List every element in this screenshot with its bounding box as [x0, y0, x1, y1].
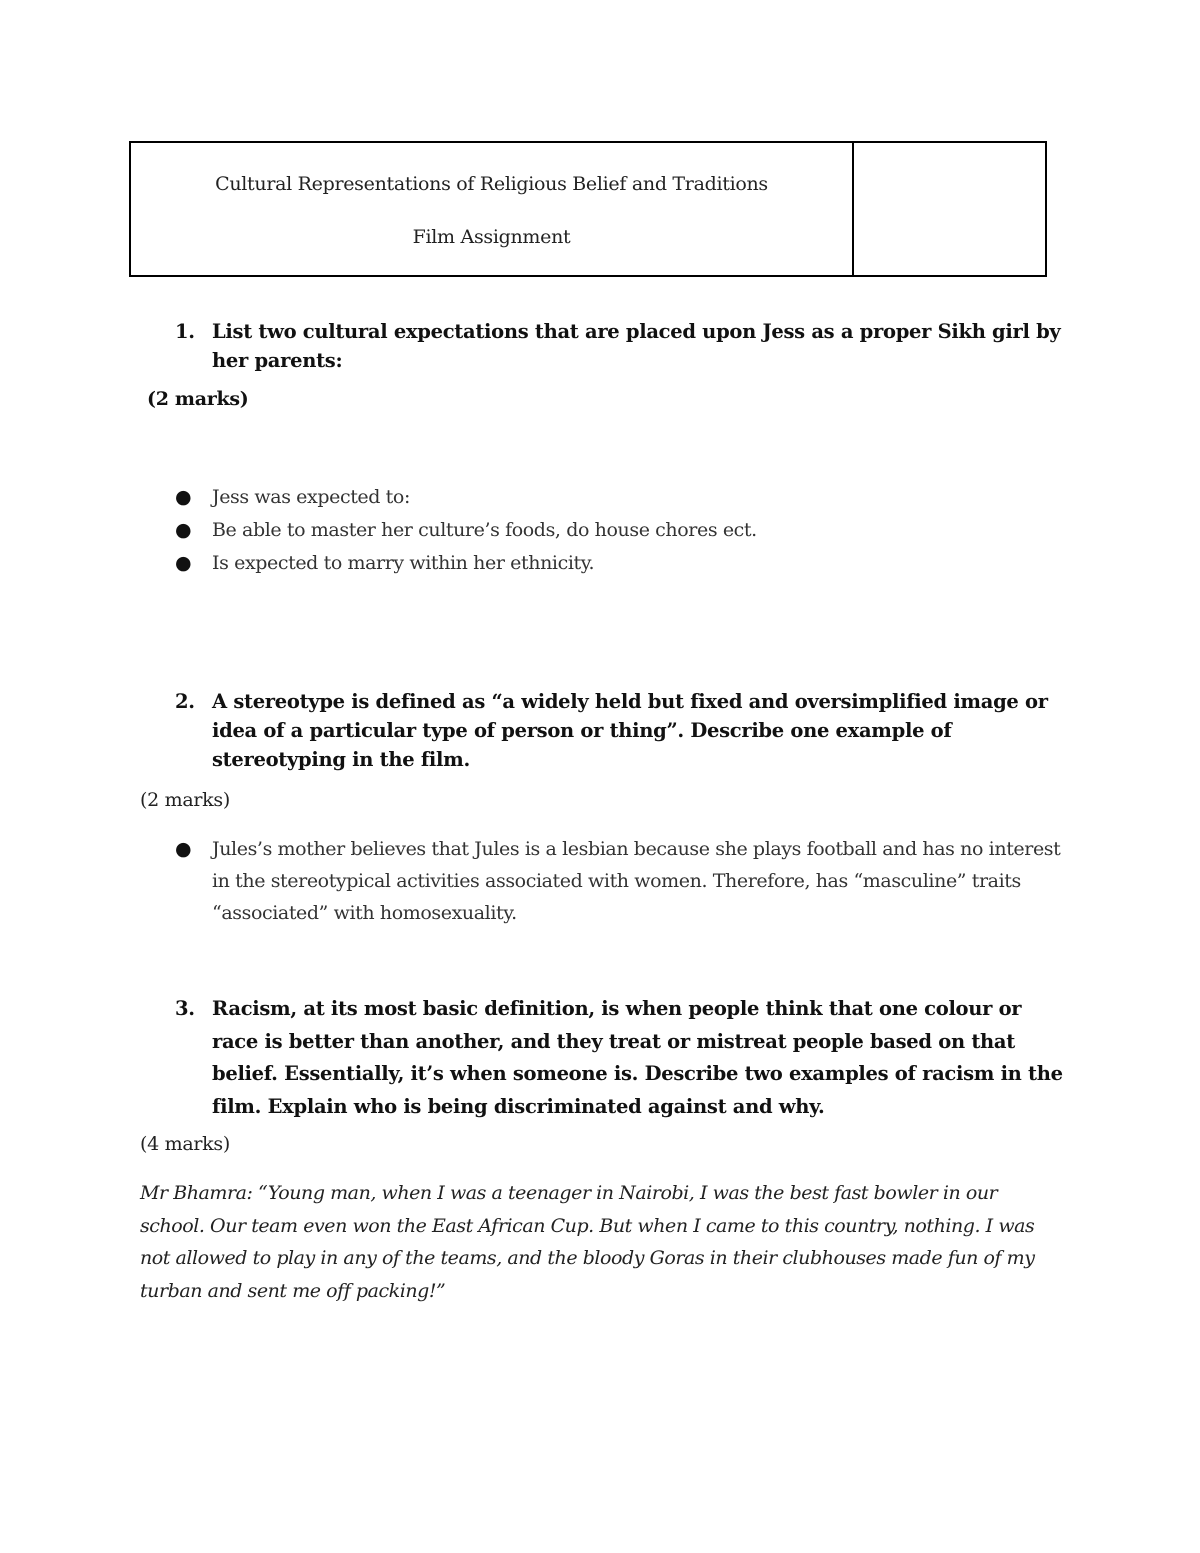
answer-text: Be able to master her culture’s foods, do house chores ect.	[212, 519, 757, 541]
bullet-icon: ●	[175, 838, 192, 860]
question-2-marks: (2 marks)	[140, 789, 230, 811]
question-3-marks: (4 marks)	[140, 1133, 230, 1155]
header-table	[129, 141, 1047, 277]
question-3-number: 3.	[175, 997, 195, 1020]
bullet-icon: ●	[175, 519, 192, 541]
question-1	[175, 317, 1065, 375]
list-item	[175, 833, 1065, 929]
bullet-icon: ●	[175, 552, 192, 574]
answer-text: Is expected to marry within her ethnicity.	[212, 552, 595, 574]
question-2-number: 2.	[175, 690, 195, 713]
answer-text: Jules’s mother believes that Jules is a lesbian because she plays football and has no interest in the stereotypical activities associated with women. Therefore, has “masculine” traits “associated” with homosexuality.	[212, 838, 1061, 924]
answer-text: Jess was expected to:	[212, 486, 410, 508]
question-2	[175, 687, 1065, 774]
question-3-quote: Mr Bhamra: “Young man, when I was a teenager in Nairobi, I was the best fast bowler in our school. Our team even won the East African Cup. But when I came to this country, nothing. I was not allowed to play in any of the teams, and the bloody Goras in their clubhouses made fun of my turban and sent me off packing!”	[140, 1182, 1035, 1302]
question-2-answer-list	[175, 833, 1065, 929]
question-3-text: Racism, at its most basic definition, is when people think that one colour or race is better than another, and they treat or mistreat people based on that belief. Essentially, it’s when someone is. Describe two examples of racism in the film. Explain who is being discriminated against and why.	[212, 997, 1063, 1118]
question-1-text: List two cultural expectations that are placed upon Jess as a proper Sikh girl by her parents:	[212, 320, 1061, 372]
list-item	[175, 481, 1065, 514]
header-title-cell	[131, 143, 854, 275]
question-2-text: A stereotype is defined as “a widely held but fixed and oversimplified image or idea of a particular type of person or thing”. Describe one example of stereotyping in the film.	[212, 690, 1048, 771]
list-item	[175, 547, 1065, 580]
header-blank-cell	[854, 143, 1045, 275]
document-title: Cultural Representations of Religious Belief and Traditions	[215, 173, 768, 195]
question-1-answer-list	[175, 481, 1065, 580]
document-subtitle: Film Assignment	[412, 226, 571, 248]
list-item	[175, 514, 1065, 547]
question-3	[175, 993, 1065, 1123]
question-1-marks: (2 marks)	[147, 388, 249, 410]
question-1-number: 1.	[175, 320, 195, 343]
bullet-icon: ●	[175, 486, 192, 508]
